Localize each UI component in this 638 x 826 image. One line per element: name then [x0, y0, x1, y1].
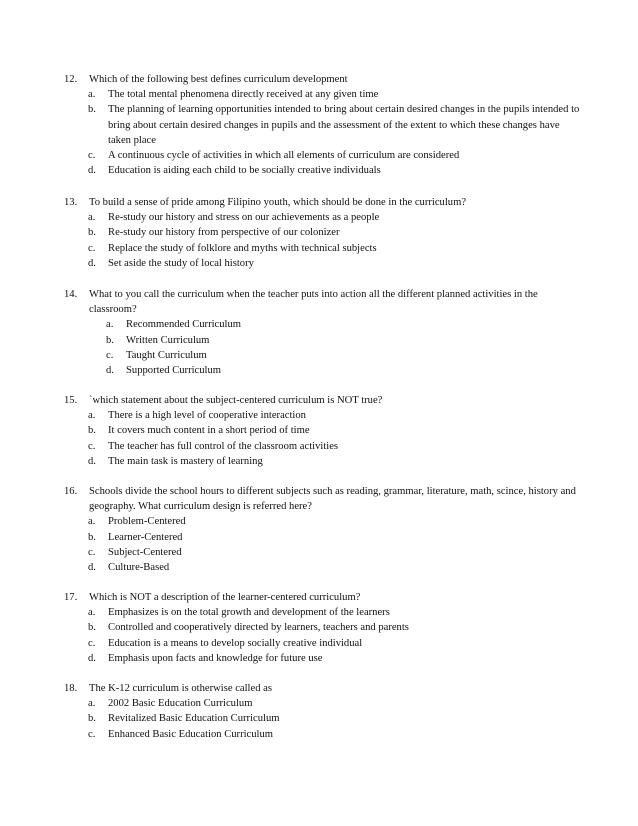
option-letter: c. — [106, 349, 114, 361]
option-letter: c. — [88, 728, 96, 740]
option-text: It covers much content in a short period of time — [108, 425, 310, 437]
question-number: 17. — [64, 592, 78, 603]
answer-options — [64, 317, 584, 378]
answer-option — [64, 696, 584, 711]
answer-option — [64, 605, 584, 620]
answer-option — [64, 256, 584, 271]
option-text: The total mental phenomena directly received at any given time — [108, 89, 379, 101]
option-text: Re-study our history and stress on our achievements as a people — [108, 212, 380, 224]
answer-option — [64, 363, 584, 378]
option-letter: b. — [88, 622, 96, 634]
option-text: Replace the study of folklore and myths with technical subjects — [108, 242, 377, 254]
option-text: The teacher has full control of the classroom activities — [108, 440, 339, 452]
option-letter: d. — [88, 165, 96, 177]
answer-option — [64, 439, 584, 454]
question-stem — [64, 590, 584, 605]
option-letter: b. — [88, 227, 96, 239]
answer-option — [64, 163, 584, 178]
option-letter: a. — [106, 319, 114, 331]
answer-option — [64, 225, 584, 240]
option-text: Education is aiding each child to be socially creative individuals — [108, 165, 381, 177]
option-text: Revitalized Basic Education Curriculum — [108, 713, 280, 725]
question-stem — [64, 484, 584, 514]
option-text: The main task is mastery of learning — [108, 455, 263, 467]
answer-option — [64, 620, 584, 635]
option-letter: a. — [88, 516, 96, 528]
option-letter: c. — [88, 637, 96, 649]
question-number: 18. — [64, 683, 78, 694]
question-number: 14. — [64, 289, 78, 300]
question-text: The K-12 curriculum is otherwise called as — [89, 683, 272, 694]
question-text: Schools divide the school hours to different subjects such as reading, grammar, literature, math, scince, history and geography. What curriculum design is referred here? — [89, 486, 576, 513]
option-letter: a. — [88, 212, 96, 224]
answer-option — [64, 711, 584, 726]
option-letter: b. — [88, 104, 96, 116]
question-stem — [64, 195, 584, 210]
answer-options — [64, 210, 584, 271]
question-stem — [64, 287, 584, 317]
question-15 — [64, 393, 584, 469]
option-letter: a. — [88, 410, 96, 422]
option-text: Subject-Centered — [108, 546, 182, 558]
option-letter: c. — [88, 546, 96, 558]
answer-option — [64, 408, 584, 423]
option-text: Culture-Based — [108, 562, 170, 574]
option-text: Supported Curriculum — [126, 365, 222, 377]
question-stem — [64, 72, 584, 87]
answer-option — [64, 333, 584, 348]
question-stem — [64, 681, 584, 696]
option-text: Controlled and cooperatively directed by learners, teachers and parents — [108, 622, 409, 634]
option-letter: d. — [106, 365, 114, 377]
answer-options — [64, 605, 584, 666]
option-letter: b. — [88, 713, 96, 725]
answer-option — [64, 210, 584, 225]
answer-option — [64, 514, 584, 529]
answer-option — [64, 560, 584, 575]
question-13 — [64, 195, 584, 271]
option-letter: c. — [88, 150, 96, 162]
option-text: There is a high level of cooperative interaction — [108, 410, 306, 422]
option-text: Re-study our history from perspective of our colonizer — [108, 227, 340, 239]
option-text: Learner-Centered — [108, 531, 183, 543]
option-letter: b. — [106, 334, 114, 346]
option-letter: a. — [88, 89, 96, 101]
question-text: Which is NOT a description of the learner-centered curriculum? — [89, 592, 361, 603]
option-text: 2002 Basic Education Curriculum — [108, 698, 253, 710]
answer-options — [64, 514, 584, 575]
option-letter: d. — [88, 652, 96, 664]
option-text: Education is a means to develop socially creative individual — [108, 637, 363, 649]
answer-option — [64, 651, 584, 666]
answer-option — [64, 317, 584, 332]
question-number: 12. — [64, 74, 78, 85]
option-letter: b. — [88, 425, 96, 437]
question-number: 13. — [64, 197, 78, 208]
question-text: Which of the following best defines curriculum development — [89, 74, 348, 85]
option-letter: c. — [88, 440, 96, 452]
question-text: What to you call the curriculum when the teacher puts into action all the different planned activities in the classroom? — [89, 289, 538, 316]
answer-options — [64, 408, 584, 469]
option-text: Recommended Curriculum — [126, 319, 242, 331]
question-16 — [64, 484, 584, 575]
option-letter: b. — [88, 531, 96, 543]
option-text: Enhanced Basic Education Curriculum — [108, 728, 274, 740]
answer-option — [64, 545, 584, 560]
answer-option — [64, 727, 584, 742]
question-text: To build a sense of pride among Filipino youth, which should be done in the curriculum? — [89, 197, 467, 208]
option-text: Problem-Centered — [108, 516, 186, 528]
answer-option — [64, 636, 584, 651]
option-text: A continuous cycle of activities in which all elements of curriculum are considered — [108, 150, 460, 162]
option-letter: a. — [88, 607, 96, 619]
option-text: The planning of learning opportunities intended to bring about certain desired changes in the pupils intended to bring about certain desired changes in pupils and the assessment of the extent to which these changes have taken place — [108, 104, 580, 146]
answer-option — [64, 87, 584, 102]
answer-option — [64, 102, 584, 148]
answer-option — [64, 241, 584, 256]
option-text: Emphasizes is on the total growth and development of the learners — [108, 607, 390, 619]
option-text: Taught Curriculum — [126, 349, 207, 361]
answer-options — [64, 696, 584, 742]
question-stem — [64, 393, 584, 408]
option-letter: c. — [88, 242, 96, 254]
question-14 — [64, 287, 584, 378]
option-letter: d. — [88, 455, 96, 467]
answer-option — [64, 423, 584, 438]
question-18 — [64, 681, 584, 742]
question-12 — [64, 72, 584, 178]
answer-option — [64, 148, 584, 163]
answer-options — [64, 87, 584, 178]
answer-option — [64, 454, 584, 469]
option-text: Written Curriculum — [126, 334, 210, 346]
option-text: Set aside the study of local history — [108, 257, 254, 269]
option-letter: d. — [88, 562, 96, 574]
option-text: Emphasis upon facts and knowledge for future use — [108, 652, 323, 664]
answer-option — [64, 348, 584, 363]
question-text: `which statement about the subject-centered curriculum is NOT true? — [89, 395, 383, 406]
option-letter: a. — [88, 698, 96, 710]
answer-option — [64, 530, 584, 545]
question-17 — [64, 590, 584, 666]
option-letter: d. — [88, 257, 96, 269]
question-number: 15. — [64, 395, 78, 406]
question-number: 16. — [64, 486, 78, 497]
